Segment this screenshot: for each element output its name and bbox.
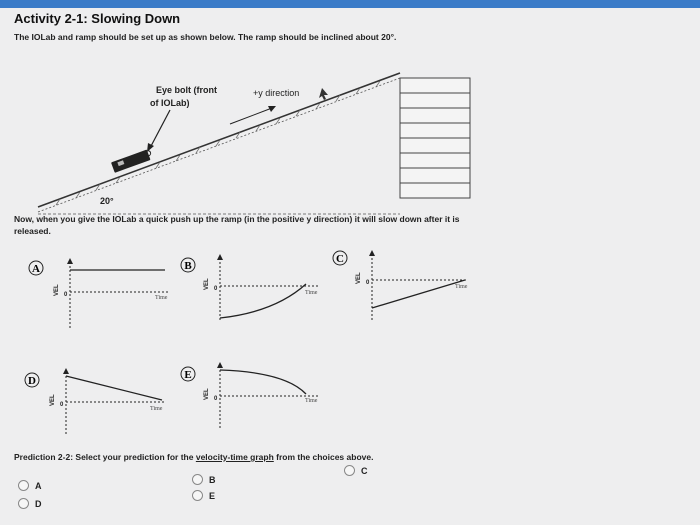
option-d-radio[interactable] xyxy=(18,498,29,509)
activity-title: Activity 2-1: Slowing Down xyxy=(14,11,181,26)
graph-a xyxy=(29,258,168,330)
graph-b-axis: VEL xyxy=(204,278,210,290)
graph-d-time: Time xyxy=(150,406,163,412)
graph-d xyxy=(25,368,165,436)
graph-e-axis: VEL xyxy=(204,388,210,400)
option-e-label: E xyxy=(209,490,216,501)
graph-a-time: Time xyxy=(155,295,168,301)
graph-c-v0: 0 xyxy=(366,280,370,286)
option-e[interactable] xyxy=(192,490,215,501)
option-a[interactable] xyxy=(18,480,42,491)
graph-c-axis: VEL xyxy=(356,272,362,284)
graph-a-axis: VEL xyxy=(54,284,60,296)
graph-e-time: Time xyxy=(305,398,318,404)
graph-b-v0: 0 xyxy=(214,286,218,292)
prediction-label: Prediction 2-2: Select your prediction for the velocity-time graph from the choices above. xyxy=(14,452,374,462)
graph-e xyxy=(181,362,318,428)
eye-bolt-label-1: Eye bolt (front xyxy=(156,85,217,95)
graph-b-time: Time xyxy=(305,290,318,296)
option-a-radio[interactable] xyxy=(18,480,29,491)
option-b-radio[interactable] xyxy=(192,474,203,485)
graph-d-curve xyxy=(66,376,162,400)
graph-d-v0: 0 xyxy=(60,402,64,408)
option-e-radio[interactable] xyxy=(192,490,203,501)
graph-e-curve xyxy=(220,370,306,394)
graph-a-letter: A xyxy=(32,263,40,275)
angle-label: 20° xyxy=(100,196,114,206)
graph-c-time: Time xyxy=(455,284,468,290)
direction-label: +y direction xyxy=(253,88,300,98)
graph-b-curve xyxy=(220,284,306,318)
graph-e-v0: 0 xyxy=(214,396,218,402)
graph-a-v0: 0 xyxy=(64,292,68,298)
option-b-label: B xyxy=(209,474,216,485)
velocity-time-link: velocity-time graph xyxy=(195,452,274,462)
graph-d-axis: VEL xyxy=(50,394,56,406)
graph-b-letter: B xyxy=(184,260,192,272)
option-c-radio[interactable] xyxy=(344,465,355,476)
graph-b xyxy=(181,254,318,322)
activity-subtitle: The IOLab and ramp should be set up as shown below. The ramp should be inclined about 20°. xyxy=(14,32,397,42)
option-d[interactable] xyxy=(18,498,42,509)
graph-c-letter: C xyxy=(336,253,344,265)
option-c[interactable] xyxy=(344,465,368,476)
graph-d-letter: D xyxy=(28,375,36,387)
option-c-label: C xyxy=(361,465,368,476)
graph-c-curve xyxy=(372,280,465,308)
option-a-label: A xyxy=(35,480,42,491)
eye-bolt-label-2: of IOLab) xyxy=(150,98,190,108)
option-b[interactable] xyxy=(192,474,216,485)
graph-e-letter: E xyxy=(184,369,192,381)
option-d-label: D xyxy=(35,498,42,509)
instruction-text: Now, when you give the IOLab a quick push up the ramp (in the positive y direction) it will slow down after it is released. xyxy=(14,214,460,236)
graph-c xyxy=(333,250,468,320)
